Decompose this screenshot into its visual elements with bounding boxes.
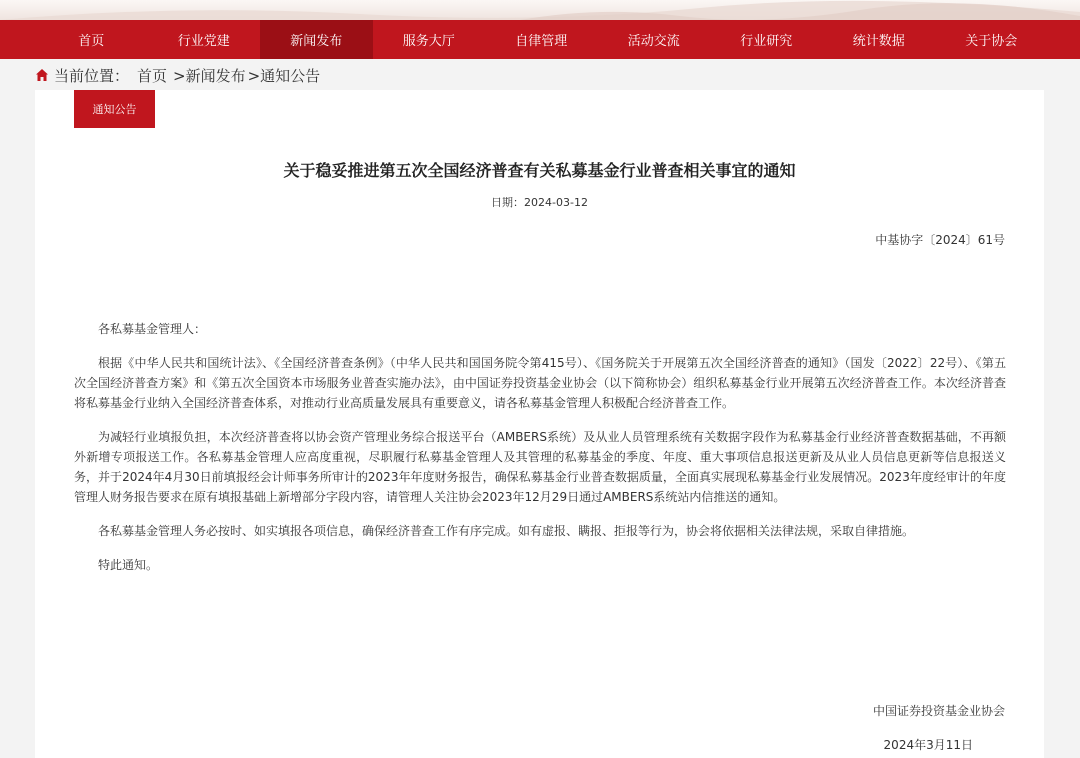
nav-item-statistics[interactable]: 统计数据 xyxy=(852,34,905,49)
article-body xyxy=(74,319,1006,589)
nav-item-about[interactable]: 关于协会 xyxy=(965,34,1018,49)
breadcrumb-home-link[interactable]: 首页 xyxy=(137,66,168,85)
nav-item-party-building[interactable]: 行业党建 xyxy=(177,34,230,49)
closing-paragraph: 特此通知。 xyxy=(98,558,159,572)
banner-decoration xyxy=(0,0,1080,20)
nav-item-research[interactable]: 行业研究 xyxy=(740,34,793,49)
nav-item-news[interactable]: 新闻发布 xyxy=(260,20,373,59)
signature-date: 2024年3月11日 xyxy=(883,738,973,752)
nav-item-events[interactable]: 活动交流 xyxy=(627,34,680,49)
nav-item-service-hall[interactable]: 服务大厅 xyxy=(402,34,455,49)
main-nav xyxy=(0,20,1080,59)
body-paragraph: 根据《中华人民共和国统计法》、《全国经济普查条例》（中华人民共和国国务院令第415号）、《国务院关于开展第五次全国经济普查的通知》（国发〔2022〕22号）、《第五次全国经济普查方案》和《第五次全国资本市场服务业普查实施办法》，由中国证券投资基金业协会（以下简称协会）组织私募基金行业开展第五次经济普查工作。本次经济普查将私募基金行业纳入全国经济普查体系，对推动行业高质量发展具有重要意义，请各私募基金管理人积极配合经济普查工作。 xyxy=(74,356,1006,410)
article-title: 关于稳妥推进第五次全国经济普查有关私募基金行业普查相关事宜的通知 xyxy=(283,161,796,180)
signature-organization: 中国证券投资基金业协会 xyxy=(872,704,1005,718)
article-container xyxy=(35,90,1044,758)
breadcrumb-notice-link[interactable]: >通知公告 xyxy=(247,66,321,85)
salutation: 各私募基金管理人： xyxy=(98,322,207,336)
body-paragraph: 各私募基金管理人务必按时、如实填报各项信息，确保经济普查工作有序完成。如有虚报、瞒报、拒报等行为，协会将依据相关法律法规，采取自律措施。 xyxy=(98,524,915,538)
breadcrumb xyxy=(35,64,320,86)
article-date: 日期：2024-03-12 xyxy=(491,196,588,209)
document-number: 中基协字〔2024〕61号 xyxy=(875,233,1005,247)
breadcrumb-prefix: 当前位置： xyxy=(54,66,130,85)
nav-item-self-regulation[interactable]: 自律管理 xyxy=(515,34,568,49)
nav-item-home[interactable]: 首页 xyxy=(78,34,105,49)
top-banner xyxy=(0,0,1080,20)
breadcrumb-news-link[interactable]: >新闻发布 xyxy=(173,66,246,85)
body-paragraph: 为减轻行业填报负担，本次经济普查将以协会资产管理业务综合报送平台（AMBERS系统）及从业人员管理系统有关数据字段作为私募基金行业经济普查数据基础，不再额外新增专项报送工作。各私募基金管理人应高度重视，尽职履行私募基金管理人及其管理的私募基金的季度、年度、重大事项信息报送更新及从业人员信息更新等信息报送义务，并于2024年4月30日前填报经会计师事务所审计的2023年年度财务报告，确保私募基金行业普查数据质量，全面真实展现私募基金行业发展情况。2023年度经审计的年度管理人财务报告要求在原有填报基础上新增部分字段内容，请管理人关注协会2023年12月29日通过AMBERS系统站内信推送的通知。 xyxy=(74,430,1006,504)
category-tag: 通知公告 xyxy=(74,90,155,128)
home-icon xyxy=(35,68,49,82)
